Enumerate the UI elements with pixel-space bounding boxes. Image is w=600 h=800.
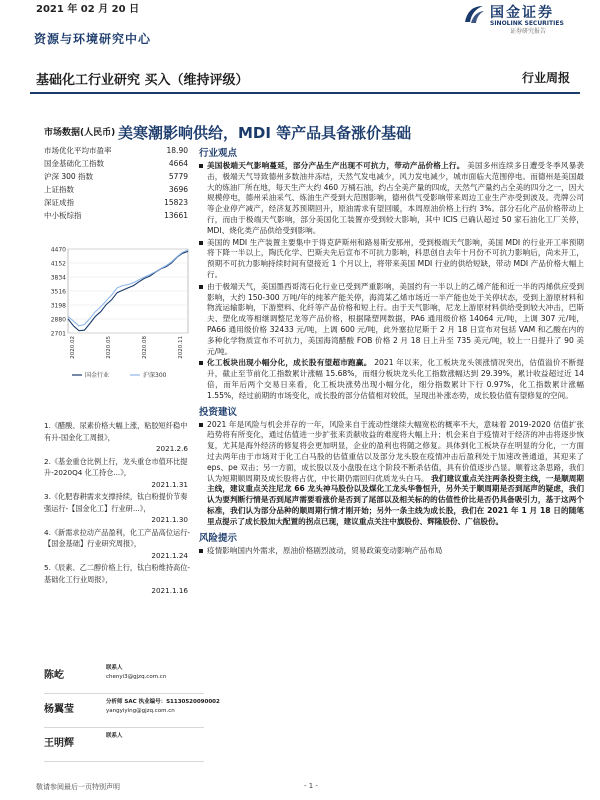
market-data-label: 中小板综指	[44, 211, 82, 220]
main-content	[199, 143, 584, 557]
index-chart-svg	[44, 245, 192, 383]
market-data-title: 市场数据(人民币)	[44, 128, 116, 138]
related-report-item[interactable]	[44, 527, 194, 562]
bullet-icon	[199, 241, 203, 245]
market-data-value: 18.90	[166, 146, 188, 155]
paragraph-4-lead: 化工板块出现小幅分化，成长股有望超市跑赢。	[207, 358, 372, 368]
analyst-role: 联系人	[106, 665, 123, 671]
related-report-date: 2021.1.31	[151, 479, 188, 489]
market-data-label: 国金基础化工指数	[44, 159, 104, 168]
related-report-item[interactable]	[44, 456, 194, 491]
analyst-list	[44, 660, 220, 762]
chart-y-tick-label: 3198	[50, 302, 66, 310]
analyst-entry	[44, 660, 204, 694]
report-title-bar	[30, 67, 580, 89]
research-center-name: 资源与环境研究中心	[34, 32, 152, 46]
bullet-icon	[199, 285, 203, 289]
section-title-advice: 投资建议	[199, 406, 238, 418]
analyst-entry	[44, 694, 220, 728]
market-data-row	[44, 209, 192, 222]
header-divider	[30, 92, 580, 94]
market-data-label: 沪深 300 指数	[44, 172, 94, 181]
chart-y-tick-label: 4152	[50, 260, 66, 268]
market-data-row	[44, 183, 192, 196]
chart-y-tick-label: 3516	[50, 288, 66, 296]
logo-subtitle: 证券研究报告	[510, 28, 547, 35]
disclaimer-note: 敬请参阅最后一页特别声明	[36, 783, 120, 791]
related-report-item[interactable]	[44, 420, 194, 455]
market-data-label: 深证成指	[44, 198, 74, 207]
related-reports	[44, 420, 194, 598]
market-data-row	[44, 170, 192, 183]
related-report-title: 1.《醋酸、尿素价格大幅上涨，粘胶短纤稳中有升-国金化工周报》，	[44, 421, 188, 442]
chart-x-tick-label: 2020.05	[106, 336, 112, 359]
paragraph-4-body: 2021 年以来，化工板块龙头领涨情况突出，估值溢价不断提升，截止至节前化工指数累计涨幅 15.68%，而细分板块龙头化工指数涨幅达到 29.39%，累计收益超过近 14 倍，而年后两个交易日来看，化工板块涨势出现小幅分化，细分指数累计下行 0.97%，化工指数累计涨幅 1.55%，经过前期的市场变化，成长股的部分估值相对较低，呈现出补涨态势，成长股估值有望修复的空间。	[207, 358, 584, 400]
analyst-name: 杨翼莹	[44, 704, 74, 715]
paragraph-2-body: 美国的 MDI 生产装置主要集中于得克萨斯州和路易斯安那州，受到极端天气影响，美国 MDI 的行业开工率预期将下降一半以上，陶氏化学、巴斯夫先后宣布不可抗力影响，科思创自去年十月份不可抗力影响后，尚未开工，预期不可抗力影响持续时间有望接近 1 个月以上，将带来美国 MDI 行业的供给短缺，带动 MDI 产品价格大幅上行。	[207, 237, 584, 279]
headline: 美寒潮影响供给，MDI 等产品具备涨价基础	[118, 124, 412, 142]
chart-x-tick-label: 2020.08	[142, 336, 148, 359]
chart-y-tick-label: 4470	[50, 246, 66, 254]
page-footer	[36, 782, 566, 792]
market-data-row	[44, 144, 192, 157]
market-data-label: 市场优化平均市盈率	[44, 146, 112, 155]
related-report-title: 2.《基金重仓比例上行，龙头重仓市值环比提升-2020Q4 化工持仓...》，	[44, 456, 188, 477]
paragraph-1	[199, 161, 584, 237]
analyst-role: 分析师 SAC 执业编号：S1130520090002	[106, 699, 220, 705]
paragraph-5-body: 2021 年是风险与机会并存的一年，风险来自于流动性继续大幅宽松的概率不大，意味着 2019-2020 估值扩张趋势将有所变化，通过估值进一步扩张来贡献收益的难度将大幅上升；机会来自于疫情对于经济的冲击将逐步恢复，尤其是海外经济的修复将会更加明显，企业的盈利也将随之修复。具体到化工板块存在明显的分化，一方面过去两年由于市场对于化工白马股的估值重估以及部分龙头股在疫情冲击后盈利处于加速改善通道，其迎来了 eps、pe 双击；另一方面，成长股以及小盘股在这个阶段不断杀估值，具有价值逐步凸显。顺着这条思路，我们认为短期顺周期及成长股将占优，中长期仍需回归优质龙头白马。	[207, 419, 584, 483]
analyst-email[interactable]: chenyi3@gjzq.com.cn	[106, 674, 167, 680]
chart-x-tick-label: 2020.11	[178, 336, 184, 359]
related-report-item[interactable]	[44, 562, 194, 597]
bullet-icon	[199, 423, 203, 427]
chart-y-tick-label: 2701	[50, 330, 66, 338]
page-number: - 1 -	[304, 782, 318, 790]
market-data-label: 上证指数	[44, 185, 74, 194]
paragraph-3	[199, 282, 584, 358]
report-title: 基础化工行业研究 买入（维持评级）	[36, 73, 249, 88]
related-report-title: 4.《新需求拉动产品盈利，化工产品高位运行-【国金基础】行业研究周报》，	[44, 527, 191, 548]
report-date: 2021 年 02 月 20 日	[36, 4, 140, 15]
market-data-value: 4664	[168, 159, 188, 168]
paragraph-1-lead: 美国极端天气影响蔓延，部分产品生产出现不可抗力，带动产品价格上行。	[207, 161, 465, 170]
market-data-value: 5779	[168, 172, 188, 181]
index-chart	[44, 245, 192, 383]
analyst-name: 王明辉	[44, 738, 74, 749]
bullet-icon	[199, 164, 203, 168]
market-data-value: 15823	[164, 198, 188, 207]
logo-english-name: SINOLINK SECURITIES	[490, 20, 564, 27]
analyst-email[interactable]: yangyiying@gjzq.com.cn	[106, 708, 175, 714]
section-title-views: 行业观点	[199, 148, 238, 159]
paragraph-3-body: 由于极端天气，美国墨西哥湾石化行业已受到严重影响，美国约有一半以上的乙烯产能和近一半的丙烯供应受到影响，大约 150-300 万吨/年的纯苯产能关停，海湾某乙烯市场近一半产能也处于关停状态，受到上游原材料和物流运输影响，下游塑料、化纤等产品价格和短上行。由于天气影响，尼龙上游原材料供给受到较大冲击，巴斯夫、塑化成等相继调整尼龙等产品价格，根据隆塑网数据，PA6 通用级价格 14064 元/吨，上调 307 元/吨，PA66 通用级价格 32433 元/吨，上调 600 元/吨，此外塞拉尼斯于 2 月 18 日宣布对包括 VAM 和乙酸在内的多种化学物质宣布不可抗力，美国海湾醋酸 FOB 价格 2 月 18 日上升至 735 美元/吨，较上一日提升了 90 美元/吨。	[207, 281, 584, 356]
analyst-entry	[44, 728, 204, 762]
related-report-item[interactable]	[44, 491, 194, 526]
related-report-title: 3.《化肥春耕需求支撑持续，钛白粉提价节奏强运行-【国金化工】行业研...》，	[44, 492, 188, 513]
related-report-date: 2021.1.24	[151, 550, 188, 560]
market-data-row	[44, 196, 192, 209]
market-data-rows	[44, 144, 192, 222]
market-data-value: 13661	[164, 211, 188, 220]
market-data-row	[44, 157, 192, 170]
chart-x-tick-label: 2020.02	[70, 336, 76, 359]
related-report-title: 5.《辰素、乙二醇价格上行，钛白粉维持高位-基础化工行业周报》，	[44, 563, 191, 584]
section-title-risk: 风险提示	[199, 532, 238, 544]
chart-y-tick-label: 2880	[50, 316, 66, 324]
analyst-role: 联系人	[106, 733, 123, 739]
bullet-icon	[199, 361, 203, 365]
report-type: 行业周报	[521, 71, 570, 85]
paragraph-5-bold: 我们建议重点关注两条投资主线，一是顺周期主线，建议重点关注尼龙 66 龙头神马股份以及煤化工龙头华鲁恒升，另外关于顺周期是否到尾声的疑虑，我们认为要判断行情是否到尾声需要看涨价是否到了尾部以及相关标的的估值性价比是否仍具备吸引力，基于这两个标准，我们认为部分品种的顺周期行情才刚开始；另外一条主线为成长股，我们在 2021 年 1 月 18 日的随笔里点提示了成长股加大配置的拐点已现，建议重点关注中旗股份、辉隆股份、广信股份。	[207, 473, 584, 526]
related-report-date: 2021.2.6	[155, 444, 188, 453]
market-data-value: 3696	[168, 185, 188, 194]
related-report-date: 2021.1.30	[151, 515, 188, 524]
chart-legend-label: 沪深300	[143, 372, 167, 379]
paragraph-1-body: 美国多州连续多日遭受冬季风暴袭击，极端天气导致德州多数油井冻结，天然气发电减少，风力发电减少，城市面临大范围停电。而德州是美国最大的炼油厂所在地，每天生产大约 460 万桶石油，约占全美产量的四成，天然气产量约占全美的四分之一，因大规模停电，德州采油采气、炼油生产受到大范围影响，德州供气受影响带来周边工业生产亦受到波及。壳牌公司等企业停产减产，经济复苏预期回升，原油需求有望回暖，本周原油价格上行约 3%。部分石化产品价格带动上行，而由于极端天气影响，部分美国化工装置亦受到较大影响，其中 ICIS 已确认超过 50 家石油化工厂关停，MDI、烧化类产品供给受到影响。	[207, 161, 585, 235]
chart-legend-label: 国金行业	[85, 372, 110, 379]
logo-mark-icon	[462, 2, 486, 26]
related-report-date: 2021.1.16	[151, 586, 188, 595]
market-data-panel	[44, 125, 192, 222]
paragraph-5	[199, 420, 584, 528]
chart-y-tick-label: 3834	[50, 274, 66, 282]
bullet-icon	[199, 549, 203, 553]
paragraph-4	[199, 358, 584, 401]
paragraph-2	[199, 238, 584, 281]
paragraph-6	[199, 546, 584, 557]
paragraph-6-body: 疫情影响国内外需求，原油价格剧烈波动，贸易政策变动影响产品布局	[207, 545, 443, 555]
logo-chinese-name: 国金证券	[490, 5, 554, 21]
analyst-name: 陈屹	[44, 670, 64, 681]
